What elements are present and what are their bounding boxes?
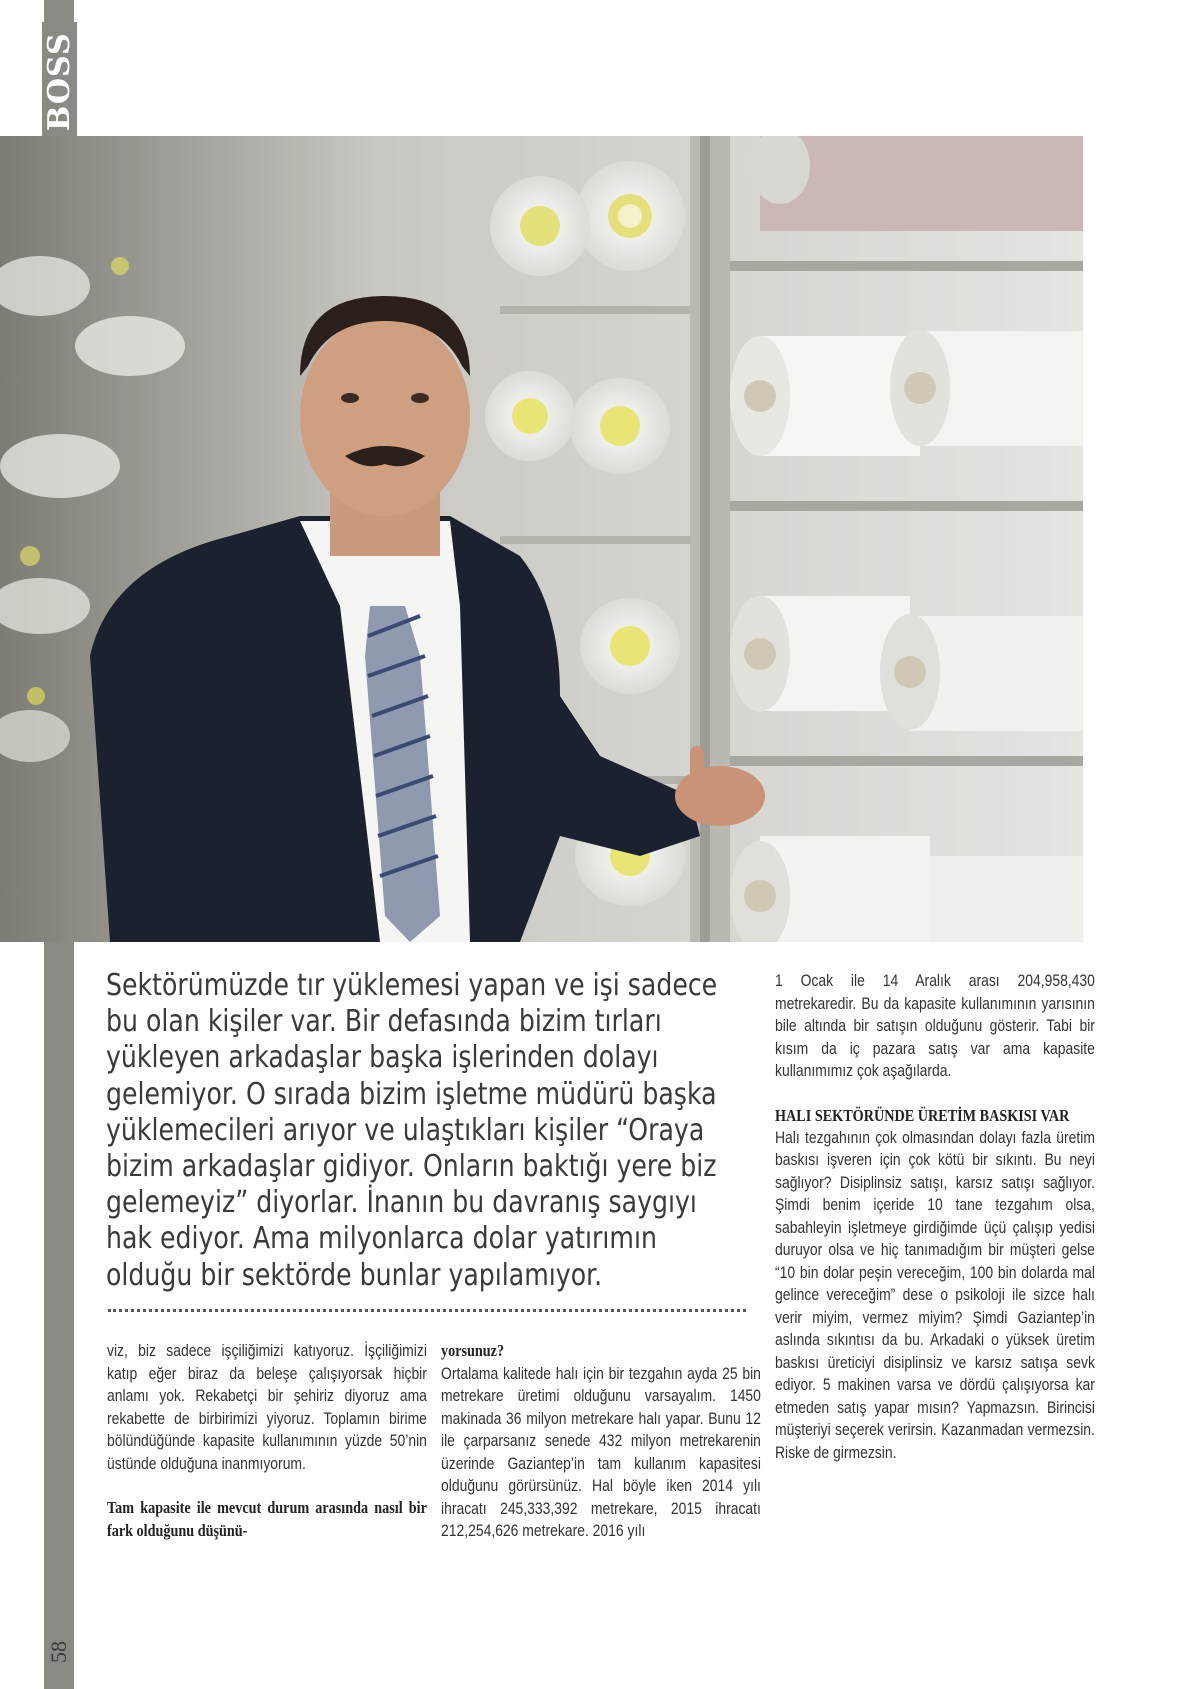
paragraph: Ortalama kalitede halı için bir tezgahın ayda 25 bin metrekare üretimi olduğunu varsayalım. 1450 makinada 36 milyon metrekare halı yapar. Bunu 12 ile çarparsanız senede 432 milyon metrekarenin üzerinde Gaziantep’in tam kullanım kapasitesi olduğunu görürsünüz. Hal böyle iken 2014 yılı ihracatı 245,333,392 metrekare, 2015 ihracatı 212,254,626 metrekare. 2016 yılı (441, 1364, 761, 1540)
column-3 (775, 970, 1095, 1464)
column-1 (107, 1340, 427, 1542)
portrait-photo (0, 136, 1083, 942)
column-2 (441, 1340, 761, 1543)
pull-quote: Sektörümüzde tır yüklemesi yapan ve işi sadece bu olan kişiler var. Bir defasında bizim tırları yükleyen arkadaşlar başka işlerinden dolayı gelemiyor. O sırada bizim işletme müdürü başka yüklemecileri arıyor ve ulaştıkları kişiler “Oraya bizim arkadaşlar gidiyor. Onların baktığı yere biz gelemeyiz” diyorlar. İnanın bu davranış saygıyı hak ediyor. Ama milyonlarca dolar yatırımın olduğu bir sektörde bunlar yapılamıyor. (106, 968, 718, 1293)
interview-question-end: yorsunuz? (441, 1341, 505, 1360)
divider (108, 1309, 746, 1312)
portrait-photo-icon (0, 136, 1083, 942)
section-heading: HALI SEKTÖRÜNDE ÜRETİM BASKISI VAR (775, 1105, 1070, 1125)
brand-logo: BOSS (42, 22, 77, 141)
paragraph: 1 Ocak ile 14 Aralık arası 204,958,430 metrekaredir. Bu da kapasite kullanımının yarısının bile altında bir satışın olduğunu gösterir. Tabi bir kısım da iç pazara satış var ama kapasite kullanımımız çok aşağılarda. (775, 972, 1095, 1080)
paragraph: viz, biz sadece işçiliğimizi katıyoruz. İşçiliğimizi katıp eğer biraz da beleşe çalışıyorsak hiçbir anlamı yok. Rekabetçi bir şehiriz diyoruz ama rekabette de birbirimizi yiyoruz. Toplamın birime bölündüğünde kapasite kullanımının yüzde 50’nin üstünde olduğuna inanmıyorum. (107, 1342, 427, 1473)
paragraph: Halı tezgahının çok olmasından dolayı fazla üretim baskısı işveren için çok kötü bir sıkıntı. Bu neyi sağlıyor? Disiplinsiz satışı, karsız satışı sağlıyor. Şimdi benim içeride 10 tane tezgahım olsa, sabahleyin işletmeye girdiğimde üçü çalışıp yedisi duruyor olsa ve hiç tanımadığım bir müşteri gelse “10 bin dolar peşin vereceğim, 100 bin dolarda mal gelince vereceğim” dese o psikoloji ile sizce halı verir miyim, vermez miyim? Şimdi Gaziantep’in aslında sıkıntısı da bu. Arkadaki o yüksek üretim baskısı üreticiyi disiplinsiz ve karsız satışa sevk ediyor. 5 makinen varsa ve dördü çalışıyorsa kar etmeden satış yapar mısın? Yapmazsın. Birincisi müşteriyi seçerek verirsin. Kazanmadan vermezsin. Riske de girmezsin. (775, 1128, 1095, 1462)
page-number: 58 (46, 1641, 71, 1663)
interview-question: Tam kapasite ile mevcut durum arasında nasıl bir fark olduğunu düşünü- (107, 1498, 427, 1540)
